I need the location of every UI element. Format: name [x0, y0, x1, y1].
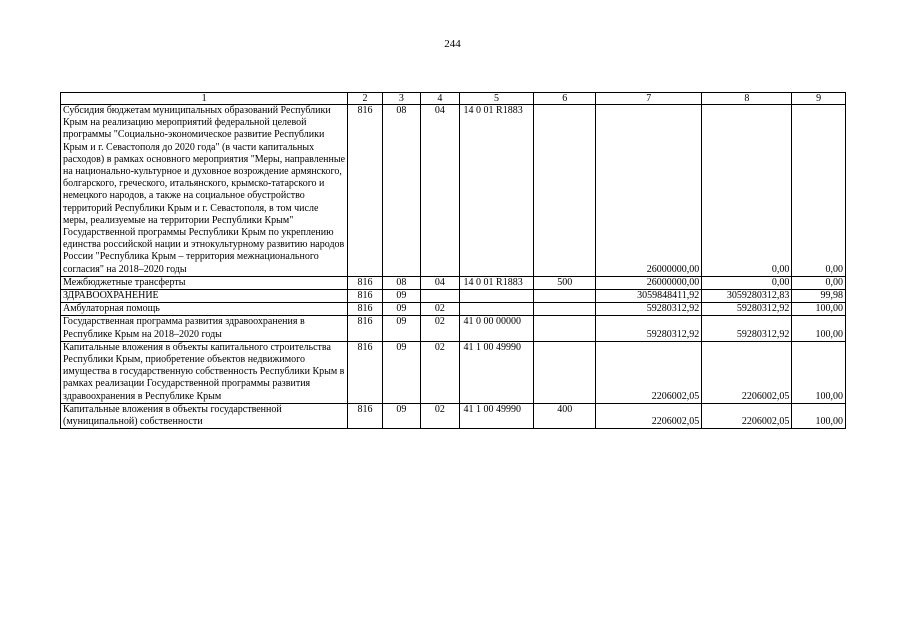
row-target-article: 41 1 00 49990: [459, 403, 534, 428]
header-col-3: 3: [382, 93, 420, 105]
row-executed-amount: 59280312,92: [702, 303, 792, 316]
row-name: ЗДРАВООХРАНЕНИЕ: [61, 290, 348, 303]
row-approved-amount: 26000000,00: [596, 276, 702, 289]
row-admin-code: 816: [348, 316, 382, 341]
row-execution-percent: 0,00: [792, 105, 846, 277]
row-section: 08: [382, 276, 420, 289]
row-admin-code: 816: [348, 290, 382, 303]
row-section: 09: [382, 403, 420, 428]
row-executed-amount: 2206002,05: [702, 341, 792, 403]
row-name: Субсидия бюджетам муниципальных образований Республики Крым на реализацию мероприятий федеральной целевой программы "Социально-экономическое развитие Республики Крым и г. Севастополя до 2020 года" (в части капитальных расходов) в рамках основного мероприятия "Меры, направленные на национально-культурное и духовное возрождение армянского, болгарского, греческого, итальянского, крымско-татарского и немецкого народов, а также на социальное обустройство территорий Республики Крым и г. Севастополя, в том числе меры, реализуемые на территории Республики Крым" Государственной программы Республики Крым по укреплению единства российской нации и этнокультурному развитию народов России "Республика Крым – территория межнационального согласия" на 2018–2020 годы: [61, 105, 348, 277]
row-approved-amount: 59280312,92: [596, 303, 702, 316]
header-col-8: 8: [702, 93, 792, 105]
row-executed-amount: 3059280312,83: [702, 290, 792, 303]
header-col-9: 9: [792, 93, 846, 105]
table-row: [61, 290, 846, 303]
page-number: 244: [444, 38, 461, 50]
header-col-5: 5: [459, 93, 534, 105]
row-execution-percent: 100,00: [792, 341, 846, 403]
row-expense-type: [534, 105, 596, 277]
row-admin-code: 816: [348, 303, 382, 316]
row-admin-code: 816: [348, 341, 382, 403]
header-row: [61, 93, 846, 105]
row-target-article: 41 1 00 49990: [459, 341, 534, 403]
row-admin-code: 816: [348, 403, 382, 428]
row-execution-percent: 100,00: [792, 403, 846, 428]
row-target-article: 14 0 01 R1883: [459, 105, 534, 277]
row-section: 09: [382, 341, 420, 403]
row-approved-amount: 59280312,92: [596, 316, 702, 341]
row-expense-type: [534, 290, 596, 303]
row-executed-amount: 2206002,05: [702, 403, 792, 428]
row-approved-amount: 26000000,00: [596, 105, 702, 277]
row-subsection: 02: [421, 341, 459, 403]
row-section: 09: [382, 303, 420, 316]
row-execution-percent: 100,00: [792, 316, 846, 341]
row-section: 08: [382, 105, 420, 277]
table-row: [61, 303, 846, 316]
row-subsection: 04: [421, 276, 459, 289]
row-approved-amount: 2206002,05: [596, 403, 702, 428]
row-admin-code: 816: [348, 105, 382, 277]
row-expense-type: 400: [534, 403, 596, 428]
row-subsection: 02: [421, 403, 459, 428]
header-col-1: 1: [61, 93, 348, 105]
budget-table: [60, 92, 846, 429]
row-name: Государственная программа развития здравоохранения в Республике Крым на 2018–2020 годы: [61, 316, 348, 341]
row-approved-amount: 2206002,05: [596, 341, 702, 403]
row-execution-percent: 99,98: [792, 290, 846, 303]
table-row: [61, 105, 846, 277]
row-admin-code: 816: [348, 276, 382, 289]
row-execution-percent: 0,00: [792, 276, 846, 289]
row-subsection: 04: [421, 105, 459, 277]
row-execution-percent: 100,00: [792, 303, 846, 316]
header-col-6: 6: [534, 93, 596, 105]
row-executed-amount: 0,00: [702, 276, 792, 289]
row-expense-type: [534, 316, 596, 341]
row-name: Межбюджетные трансферты: [61, 276, 348, 289]
row-expense-type: [534, 303, 596, 316]
row-subsection: 02: [421, 303, 459, 316]
row-subsection: 02: [421, 316, 459, 341]
row-executed-amount: 0,00: [702, 105, 792, 277]
row-name: Амбулаторная помощь: [61, 303, 348, 316]
header-col-4: 4: [421, 93, 459, 105]
row-section: 09: [382, 290, 420, 303]
header-col-7: 7: [596, 93, 702, 105]
header-col-2: 2: [348, 93, 382, 105]
table-row: [61, 276, 846, 289]
row-name: Капитальные вложения в объекты государственной (муниципальной) собственности: [61, 403, 348, 428]
row-target-article: 14 0 01 R1883: [459, 276, 534, 289]
row-target-article: 41 0 00 00000: [459, 316, 534, 341]
row-expense-type: 500: [534, 276, 596, 289]
row-section: 09: [382, 316, 420, 341]
table-row: [61, 316, 846, 341]
row-target-article: [459, 303, 534, 316]
row-target-article: [459, 290, 534, 303]
table-row: [61, 341, 846, 403]
row-expense-type: [534, 341, 596, 403]
row-name: Капитальные вложения в объекты капитального строительства Республики Крым, приобретение объектов недвижимого имущества в государственную собственность Республики Крым в рамках реализации Государственной программы развития здравоохранения в Республике Крым: [61, 341, 348, 403]
row-approved-amount: 3059848411,92: [596, 290, 702, 303]
row-executed-amount: 59280312,92: [702, 316, 792, 341]
table-row: [61, 403, 846, 428]
row-subsection: [421, 290, 459, 303]
